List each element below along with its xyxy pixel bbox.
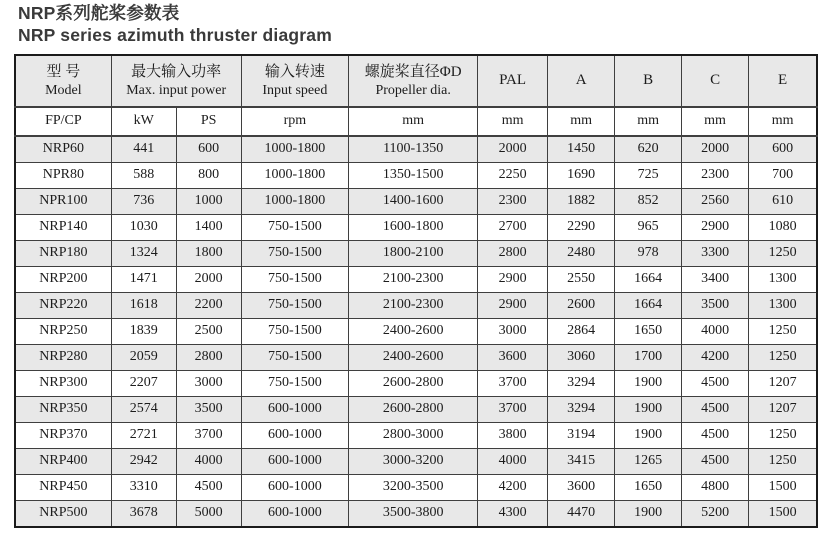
value-cell: 2900 [478,266,548,292]
model-cell: NRP140 [15,214,111,240]
unit-cell-e: mm [749,107,817,136]
value-cell: 2800 [176,344,241,370]
value-cell: 2500 [176,318,241,344]
value-cell: 1100-1350 [349,136,478,163]
value-cell: 1882 [547,188,614,214]
value-cell: 2200 [176,292,241,318]
value-cell: 3800 [478,422,548,448]
col-header-input-speed [241,55,348,107]
value-cell: 4200 [478,474,548,500]
page-title-zh: NRP系列舵桨参数表 [18,3,180,23]
value-cell: 750-1500 [241,344,348,370]
value-cell: 1207 [749,370,817,396]
value-cell: 750-1500 [241,214,348,240]
value-cell: 3200-3500 [349,474,478,500]
value-cell: 2100-2300 [349,292,478,318]
unit-cell-a: mm [547,107,614,136]
value-cell: 800 [176,162,241,188]
value-cell: 965 [615,214,682,240]
value-cell: 4500 [681,396,748,422]
value-cell: 736 [111,188,176,214]
value-cell: 2290 [547,214,614,240]
value-cell: 2800-3000 [349,422,478,448]
value-cell: 3300 [681,240,748,266]
page-header [0,0,830,47]
table-row [15,240,817,266]
value-cell: 4300 [478,500,548,527]
value-cell: 2721 [111,422,176,448]
value-cell: 2600-2800 [349,396,478,422]
page-title-en: NRP series azimuth thruster diagram [18,24,332,45]
value-cell: 600-1000 [241,474,348,500]
value-cell: 1000-1800 [241,136,348,163]
value-cell: 5200 [681,500,748,527]
value-cell: 1618 [111,292,176,318]
value-cell: 4000 [176,448,241,474]
col-header-propeller-dia-zh: 螺旋桨直径ΦD [364,63,462,80]
value-cell: 2250 [478,162,548,188]
model-cell: NRP400 [15,448,111,474]
model-cell: NRP280 [15,344,111,370]
col-header-power [111,55,241,107]
value-cell: 1400 [176,214,241,240]
table-row [15,448,817,474]
value-cell: 1664 [615,266,682,292]
value-cell: 3194 [547,422,614,448]
model-cell: NRP60 [15,136,111,163]
table-row [15,500,817,527]
value-cell: 1900 [615,500,682,527]
value-cell: 1300 [749,266,817,292]
value-cell: 978 [615,240,682,266]
value-cell: 2864 [547,318,614,344]
value-cell: 3500 [681,292,748,318]
table-row [15,318,817,344]
model-cell: NRP500 [15,500,111,527]
value-cell: 1900 [615,422,682,448]
value-cell: 1324 [111,240,176,266]
table-row [15,136,817,163]
value-cell: 600-1000 [241,448,348,474]
value-cell: 3600 [478,344,548,370]
value-cell: 1400-1600 [349,188,478,214]
model-cell: NRP180 [15,240,111,266]
value-cell: 2100-2300 [349,266,478,292]
value-cell: 1600-1800 [349,214,478,240]
value-cell: 4000 [478,448,548,474]
value-cell: 2000 [176,266,241,292]
value-cell: 2000 [681,136,748,163]
value-cell: 750-1500 [241,318,348,344]
model-cell: NRP300 [15,370,111,396]
value-cell: 2400-2600 [349,318,478,344]
model-cell: NRP220 [15,292,111,318]
value-cell: 2059 [111,344,176,370]
model-cell: NRP450 [15,474,111,500]
model-cell: NPR100 [15,188,111,214]
value-cell: 2300 [681,162,748,188]
table-row [15,214,817,240]
value-cell: 2600 [547,292,614,318]
value-cell: 3000 [176,370,241,396]
value-cell: 4000 [681,318,748,344]
value-cell: 1250 [749,318,817,344]
value-cell: 700 [749,162,817,188]
unit-cell-propeller: mm [349,107,478,136]
value-cell: 1900 [615,370,682,396]
value-cell: 2600-2800 [349,370,478,396]
value-cell: 1080 [749,214,817,240]
value-cell: 600 [749,136,817,163]
value-cell: 1650 [615,474,682,500]
model-cell: NRP250 [15,318,111,344]
value-cell: 1250 [749,240,817,266]
table-row [15,292,817,318]
value-cell: 3294 [547,370,614,396]
value-cell: 3000 [478,318,548,344]
unit-cell-model: FP/CP [15,107,111,136]
value-cell: 3500 [176,396,241,422]
value-cell: 3415 [547,448,614,474]
value-cell: 2800 [478,240,548,266]
value-cell: 2900 [681,214,748,240]
col-header-model-en: Model [45,82,82,98]
value-cell: 1690 [547,162,614,188]
value-cell: 1800-2100 [349,240,478,266]
value-cell: 750-1500 [241,240,348,266]
value-cell: 750-1500 [241,370,348,396]
col-header-model-zh: 型 号 [46,63,81,80]
value-cell: 600-1000 [241,396,348,422]
unit-cell-b: mm [615,107,682,136]
table-row [15,266,817,292]
value-cell: 4800 [681,474,748,500]
value-cell: 750-1500 [241,266,348,292]
value-cell: 4500 [176,474,241,500]
value-cell: 2700 [478,214,548,240]
unit-cell-c: mm [681,107,748,136]
col-header-input-speed-zh: 输入转速 [264,63,325,80]
value-cell: 3294 [547,396,614,422]
value-cell: 1000-1800 [241,188,348,214]
unit-cell-rpm: rpm [241,107,348,136]
value-cell: 4500 [681,448,748,474]
table-row [15,396,817,422]
value-cell: 1450 [547,136,614,163]
thruster-spec-table [14,54,818,528]
value-cell: 1250 [749,422,817,448]
value-cell: 3400 [681,266,748,292]
model-cell: NRP350 [15,396,111,422]
value-cell: 1207 [749,396,817,422]
table-row [15,188,817,214]
col-header-propeller-dia-en: Propeller dia. [375,82,451,98]
value-cell: 2000 [478,136,548,163]
value-cell: 610 [749,188,817,214]
value-cell: 600 [176,136,241,163]
unit-cell-ps: PS [176,107,241,136]
value-cell: 3600 [547,474,614,500]
value-cell: 3700 [478,396,548,422]
value-cell: 3000-3200 [349,448,478,474]
value-cell: 2942 [111,448,176,474]
units-row [15,107,817,136]
value-cell: 852 [615,188,682,214]
value-cell: 1000-1800 [241,162,348,188]
value-cell: 4500 [681,422,748,448]
value-cell: 600-1000 [241,422,348,448]
value-cell: 3060 [547,344,614,370]
value-cell: 1700 [615,344,682,370]
value-cell: 4470 [547,500,614,527]
value-cell: 2400-2600 [349,344,478,370]
value-cell: 2207 [111,370,176,396]
value-cell: 1800 [176,240,241,266]
value-cell: 3310 [111,474,176,500]
col-header-power-en: Max. input power [126,82,227,98]
table-body [15,136,817,527]
value-cell: 1500 [749,474,817,500]
value-cell: 2900 [478,292,548,318]
value-cell: 725 [615,162,682,188]
table-row [15,370,817,396]
col-header-model [15,55,111,107]
value-cell: 3700 [176,422,241,448]
col-header-propeller-dia [349,55,478,107]
value-cell: 1300 [749,292,817,318]
unit-cell-pal: mm [478,107,548,136]
model-cell: NRP200 [15,266,111,292]
value-cell: 2300 [478,188,548,214]
unit-cell-kw: kW [111,107,176,136]
value-cell: 3678 [111,500,176,527]
col-header-e: E [749,55,817,107]
value-cell: 1350-1500 [349,162,478,188]
value-cell: 441 [111,136,176,163]
value-cell: 5000 [176,500,241,527]
col-header-c: C [681,55,748,107]
value-cell: 3700 [478,370,548,396]
value-cell: 4500 [681,370,748,396]
value-cell: 1265 [615,448,682,474]
value-cell: 750-1500 [241,292,348,318]
value-cell: 2550 [547,266,614,292]
value-cell: 1000 [176,188,241,214]
col-header-power-zh: 最大输入功率 [131,63,222,80]
header-row [15,55,817,107]
table-row [15,474,817,500]
value-cell: 620 [615,136,682,163]
table-row [15,344,817,370]
col-header-pal: PAL [478,55,548,107]
col-header-input-speed-en: Input speed [262,82,328,98]
value-cell: 600-1000 [241,500,348,527]
value-cell: 1030 [111,214,176,240]
col-header-b: B [615,55,682,107]
value-cell: 1471 [111,266,176,292]
value-cell: 588 [111,162,176,188]
value-cell: 1500 [749,500,817,527]
value-cell: 4200 [681,344,748,370]
value-cell: 1664 [615,292,682,318]
model-cell: NPR80 [15,162,111,188]
value-cell: 2560 [681,188,748,214]
table-row [15,162,817,188]
value-cell: 1900 [615,396,682,422]
table-row [15,422,817,448]
col-header-a: A [547,55,614,107]
value-cell: 1650 [615,318,682,344]
model-cell: NRP370 [15,422,111,448]
value-cell: 3500-3800 [349,500,478,527]
value-cell: 1250 [749,344,817,370]
value-cell: 1250 [749,448,817,474]
value-cell: 2480 [547,240,614,266]
value-cell: 1839 [111,318,176,344]
value-cell: 2574 [111,396,176,422]
